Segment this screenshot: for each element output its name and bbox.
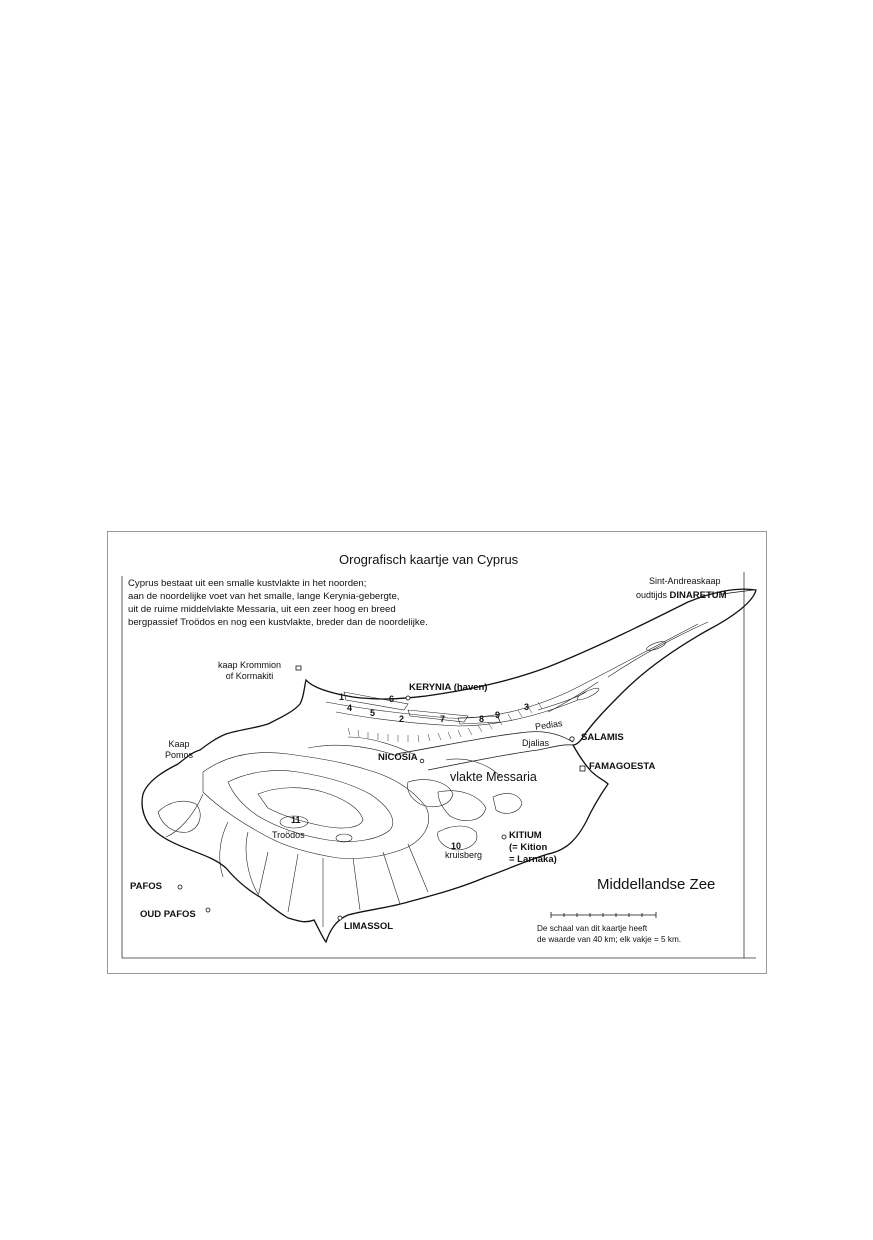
nicosia-marker (420, 759, 424, 763)
inner-map-frame (122, 572, 756, 958)
kitium-marker (502, 835, 506, 839)
label-limassol: LIMASSOL (344, 921, 394, 932)
label-troodos: Troödos (272, 830, 305, 840)
kerynia-marker (406, 696, 410, 700)
label-kruisberg: kruisberg (445, 850, 483, 860)
place-number-5: 5 (370, 708, 376, 718)
kerynia-range (326, 622, 708, 726)
place-number-3: 3 (524, 702, 530, 712)
map-frame (107, 531, 767, 974)
place-number-2: 2 (399, 714, 405, 724)
label-vlakte-messaria: vlakte Messaria (450, 770, 537, 784)
label-djalias: Djalias (522, 738, 550, 748)
place-number-4: 4 (347, 703, 353, 713)
place-number-1: 1 (339, 692, 345, 702)
intro-paragraph: Cyprus bestaat uit een smalle kustvlakte in het noorden; aan de noordelijke voet van het smalle, lange Kerynia-gebergte, uit de ruime middelvlakte Messaria, uit een zeer hoog en breed bergpassief Troödos en nog een kustvlakte, breder dan de noordelijke. (128, 578, 428, 628)
label-kerynia: KERYNIA (haven) (409, 682, 488, 693)
label-oud-pafos: OUD PAFOS (140, 909, 196, 920)
place-number-11: 11 (291, 815, 301, 825)
label-famagoesta: FAMAGOESTA (589, 761, 656, 772)
label-kaap-krommion: kaap Krommion of Kormakiti (218, 660, 282, 681)
famagoesta-marker (580, 766, 585, 771)
limassol-marker (338, 916, 342, 920)
label-oudtijds: oudtijds (636, 590, 668, 600)
label-middellandse-zee: Middellandse Zee (597, 876, 716, 893)
oud-pafos-marker (206, 908, 210, 912)
troodos-massif (158, 737, 486, 927)
salamis-marker (570, 737, 574, 741)
label-kaap-pomos: Kaap Pomos (165, 739, 194, 760)
label-dinaretum: DINARETUM (669, 590, 727, 601)
place-number-10: 10 (451, 841, 462, 851)
label-pedias: Pedias (534, 718, 564, 732)
label-pafos: PAFOS (130, 881, 163, 892)
label-salamis: SALAMIS (581, 732, 624, 743)
scale-bar (551, 912, 656, 918)
label-nicosia: NICOSIA (378, 752, 418, 763)
map-title: Orografisch kaartje van Cyprus (339, 552, 519, 567)
place-number-8: 8 (479, 714, 485, 724)
pafos-marker (178, 885, 182, 889)
place-number-9: 9 (495, 710, 501, 720)
label-sint-andreaskaap: Sint-Andreaskaap (649, 576, 721, 586)
krommion-marker (296, 666, 301, 670)
place-number-6: 6 (389, 694, 395, 704)
label-kitium: KITIUM (= Kition = Larnaka) (509, 830, 557, 865)
place-number-7: 7 (440, 714, 446, 724)
scale-caption: De schaal van dit kaartje heeft de waarde van 40 km; elk vakje = 5 km. (537, 924, 682, 944)
djalias-river (428, 745, 573, 770)
